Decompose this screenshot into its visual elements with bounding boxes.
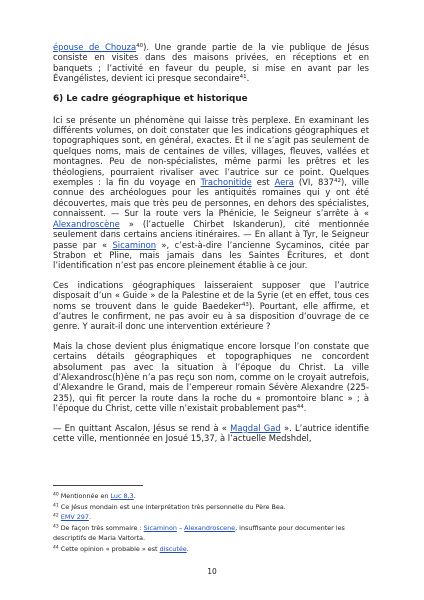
footnote-ref-41[interactable]: 41	[239, 74, 247, 81]
text: ), ville connue des archéologues pour les antiquités romaines qui y ont été découvertes, mais que très peu de personnes, en dehors des spécialistes, connaissent. — Sur la route vers la Phénicie, le Seigneur s’arrête à «	[53, 177, 369, 219]
paragraph-1	[53, 42, 369, 84]
text: » (l’actuelle Chirbet Iskanderun), cité mentionnée seulement dans certains anciens itinéraires. — En allant à Tyr, le Seigneur passe par «	[53, 218, 369, 250]
footnote-43	[53, 523, 369, 544]
page-number: 10	[207, 567, 217, 576]
link-sicaminon-note[interactable]: Sicaminon	[143, 523, 177, 532]
footnote-40	[53, 491, 369, 502]
text: », c’est-à-dire l’ancienne Sycaminos, citée par Strabon et Pline, mais jamais dans les Saintes Écritures, et dont l’identification n’est pas encore pleinement établie à ce jour.	[53, 239, 369, 271]
footnote-text: .	[133, 492, 136, 500]
footnote-text: –	[176, 523, 185, 532]
footnote-ref-43[interactable]: 43	[241, 301, 249, 308]
text: .	[246, 73, 250, 84]
text: Mais la chose devient plus énigmatique encore lorsque l’on constate que certains détails géographiques et topographiques ne concordent absolument pas avec la situation à l’époque du Christ. La ville d’Alexandrosc(h)ène n’a pas reçu son nom, comme on le croyait autrefois, d’Alexandre le Grand, mais de l’empereur romain Sévère Alexandre (225-235), qui fit percer la route dans la roche du « promontoire blanc » ; à l’époque du Christ, cette ville n’existait probablement pas	[53, 340, 369, 414]
paragraph-4	[53, 341, 369, 414]
footnote-number: 40	[53, 492, 59, 498]
footnote-text: , insuffisante pour documenter les descriptifs de Maria Valtorta.	[53, 523, 345, 542]
footnote-number: 41	[53, 503, 59, 508]
footnote-number: 43	[53, 524, 59, 529]
link-epouse-de-chouza[interactable]: épouse de Chouza	[53, 42, 137, 52]
footnote-text: .	[186, 544, 189, 553]
link-alexandroscene[interactable]: Alexandroscène	[53, 218, 120, 229]
link-sicaminon[interactable]: Sicaminon	[112, 239, 157, 250]
section-heading: 6) Le cadre géographique et historique	[53, 93, 248, 104]
footnote-ref-40[interactable]: 40	[136, 43, 144, 49]
link-magdal-gad[interactable]: Magdal Gad	[230, 422, 281, 433]
text: (VI, 837	[293, 177, 334, 188]
footnote-text: Ce Jésus mondain est une interprétation très personnelle du Père Bea.	[58, 502, 286, 511]
link-trachonitide[interactable]: Trachonitide	[200, 177, 252, 188]
text: est	[251, 177, 275, 188]
body-text	[53, 42, 369, 443]
footnote-text: Mentionnée en	[58, 492, 111, 500]
footnote-44	[53, 544, 369, 555]
footnote-42	[53, 512, 369, 523]
text: ). Pourtant, elle affirme, et d’autres le confirment, ne pas avoir eu à sa disposition d’ouvrage de ce genre. Y aurait-il donc une intervention extérieure ?	[53, 300, 369, 332]
footnote-text: De façon très sommaire :	[58, 523, 144, 532]
footnote-number: 42	[53, 513, 59, 519]
text: Ici se présente un phénomène qui laisse très perplexe. En examinant les différents volumes, on doit constater que les indications géographiques et topographiques sont, en général, exactes. Et il ne s’agit pas seulement de quelques noms, mais de centaines de villes, villages, fleuves, vallées et montagnes. Peu de non-spécialistes, même parmi les prêtres et les théologiens, pourraient rivaliser avec l’autrice sur ce point. Quelques exemples : la fin du voyage en	[53, 114, 369, 188]
footnote-text: .	[88, 513, 91, 521]
link-alexandroscene-note[interactable]: Alexandroscene	[184, 523, 236, 532]
paragraph-5	[53, 423, 369, 444]
footnote-text: Cette opinion « probable » est	[58, 544, 160, 553]
footnote-separator	[53, 485, 143, 486]
footnotes	[53, 491, 369, 554]
text: — En quittant Ascalon, Jésus se rend à «	[53, 422, 231, 433]
paragraph-2	[53, 115, 369, 271]
footnote-ref-44[interactable]: 44	[296, 404, 304, 411]
link-emv-297[interactable]: EMV 297	[60, 513, 89, 521]
text: Ces indications géographiques laisseraient supposer que l’autrice disposait d’un « Guide » de la Palestine et de la Syrie (et en effet, tous ces noms se trouvent dans le guide Baedeker	[53, 279, 369, 311]
footnote-ref-42[interactable]: 42	[333, 178, 341, 185]
text: ». L’autrice identifie cette ville, mentionnée en Josué 15,37, à l’actuelle Medshdel,	[53, 422, 369, 443]
link-luc-8-3[interactable]: Luc 8,3	[110, 492, 134, 500]
text: ). Une grande partie de la vie publique de Jésus consiste en visites dans des maisons privées, en réceptions et en banquets ; l’activité en faveur du peuple, si mise en avant par les Évangélistes, devient ici presque secondaire	[53, 42, 370, 84]
footnote-number: 44	[53, 545, 59, 550]
text: .	[303, 403, 307, 414]
paragraph-3	[53, 280, 369, 332]
link-aera[interactable]: Aera	[274, 177, 294, 188]
link-discutee[interactable]: discutée	[159, 544, 187, 553]
footnote-41	[53, 502, 369, 513]
